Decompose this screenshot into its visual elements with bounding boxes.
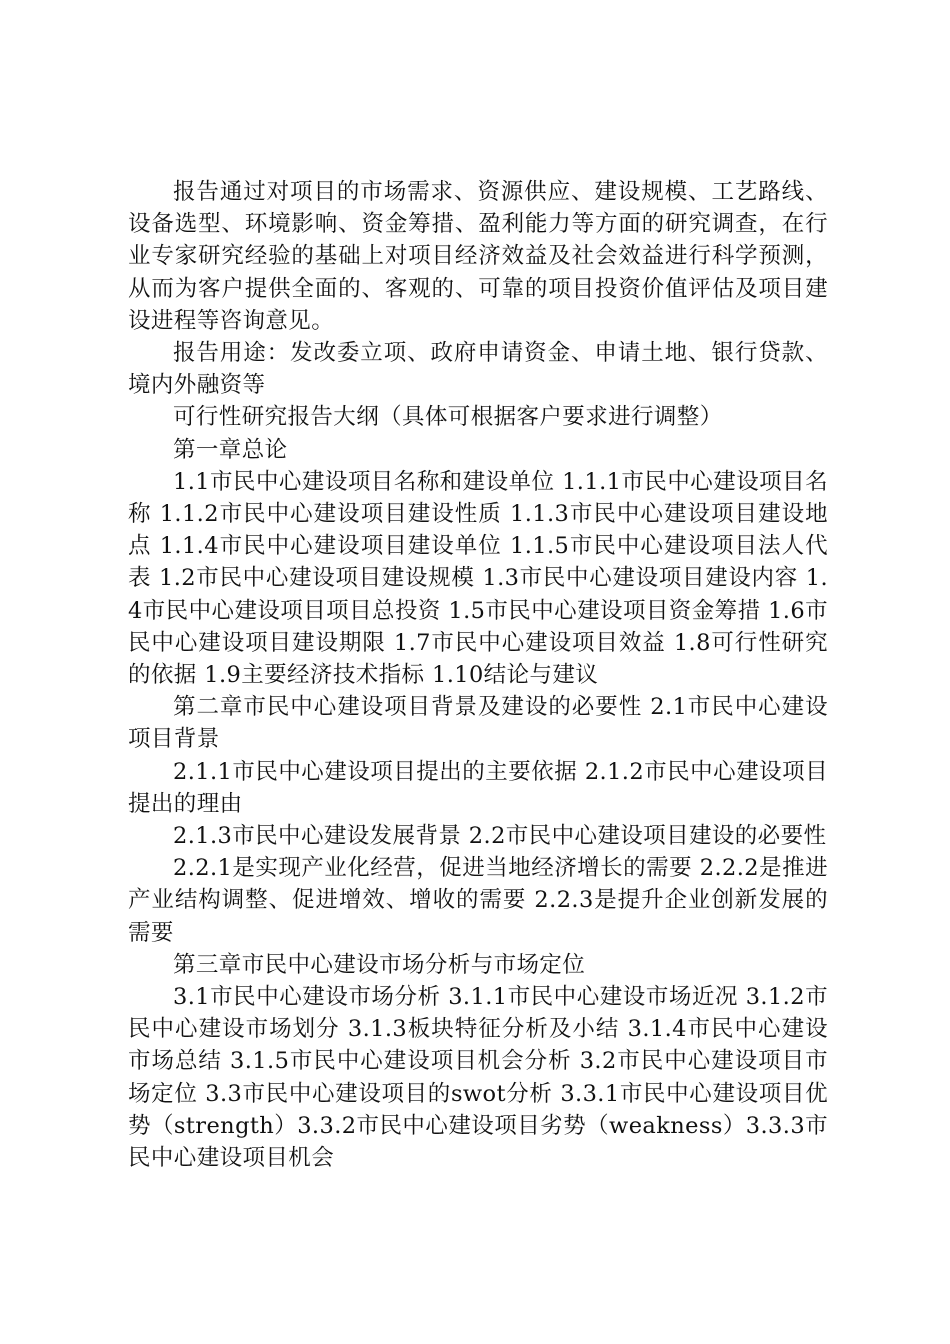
- chapter-1-sections: 1.1市民中心建设项目名称和建设单位 1.1.1市民中心建设项目名称 1.1.2市民中心建设项目建设性质 1.1.3市民中心建设项目建设地点 1.1.4市民中心建设项目建设单位 1.1.5市民中心建设项目法人代表 1.2市民中心建设项目建设规模 1.3市民中心建设项目建设内容 1.4市民中心建设项目项目总投资 1.5市民中心建设项目资金筹措 1.6市民中心建设项目建设期限 1.7市民中心建设项目效益 1.8可行性研究的依据 1.9主要经济技术指标 1.10结论与建议: [128, 468, 828, 689]
- chapter-1-heading: 第一章总论: [173, 436, 288, 463]
- chapter-2-sections-c: 2.2.1是实现产业化经营，促进当地经济增长的需要 2.2.2是推进产业结构调整、促进增效、增收的需要 2.2.3是提升企业创新发展的需要: [128, 855, 828, 946]
- report-usage-paragraph: 报告用途：发改委立项、政府申请资金、申请土地、银行贷款、境内外融资等: [128, 340, 828, 399]
- chapter-3-sections: 3.1市民中心建设市场分析 3.1.1市民中心建设市场近况 3.1.2市民中心建设市场划分 3.1.3板块特征分析及小结 3.1.4市民中心建设市场总结 3.1.5市民中心建设项目机会分析 3.2市民中心建设项目市场定位 3.3市民中心建设项目的swot分析 3.3.1市民中心建设项目优势（strength）3.3.2市民中心建设项目劣势（weakness）3.3.3市民中心建设项目机会: [128, 984, 828, 1172]
- outline-heading: 可行性研究报告大纲（具体可根据客户要求进行调整）: [173, 404, 723, 431]
- chapter-2-heading: 第二章市民中心建设项目背景及建设的必要性 2.1市民中心建设项目背景: [128, 694, 828, 753]
- document-page: [128, 176, 828, 1174]
- chapter-2-sections-a: 2.1.1市民中心建设项目提出的主要依据 2.1.2市民中心建设项目提出的理由: [128, 758, 828, 817]
- intro-paragraph: 报告通过对项目的市场需求、资源供应、建设规模、工艺路线、设备选型、环境影响、资金筹措、盈利能力等方面的研究调查，在行业专家研究经验的基础上对项目经济效益及社会效益进行科学预测，从而为客户提供全面的、客观的、可靠的项目投资价值评估及项目建设进程等咨询意见。: [128, 179, 828, 334]
- chapter-3-heading: 第三章市民中心建设市场分析与市场定位: [173, 951, 586, 978]
- chapter-2-sections-b: 2.1.3市民中心建设发展背景 2.2市民中心建设项目建设的必要性: [173, 823, 827, 850]
